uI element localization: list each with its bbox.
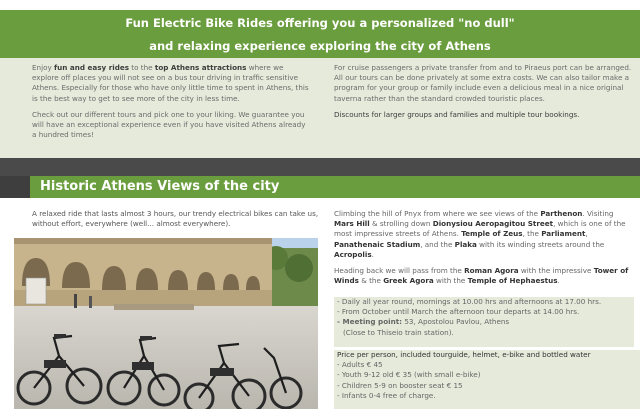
- pricing-header: Price per person, included tourguide, helmet, e-bike and bottled water: [337, 350, 591, 359]
- banner-line-1: Fun Electric Bike Rides offering you a personalized "no dull": [125, 16, 515, 30]
- section-title-bar: [0, 176, 640, 198]
- top-strip: [0, 0, 640, 10]
- intro-right-column: [334, 63, 634, 126]
- tour-description: [334, 209, 634, 292]
- highlight-fun-rides: fun and easy rides: [54, 63, 130, 72]
- price-item: - Children 5-9 on booster seat € 15: [337, 380, 463, 390]
- section-title: Historic Athens Views of the city: [40, 179, 280, 194]
- price-item: - Adults € 45: [337, 360, 383, 370]
- section-title-accent: [0, 176, 30, 198]
- schedule-line-2: - From October until March the afternoon tour departs at 14.00 hrs.: [337, 307, 580, 317]
- banner-line-2: and relaxing experience exploring the city of Athens: [149, 39, 491, 53]
- separator-bar: [0, 158, 640, 176]
- meeting-point: - Meeting point: 53, Apostolou Pavlou, Athens: [337, 317, 510, 327]
- tour-description-paragraph-2: Heading back we will pass from the Roman Agora with the impressive Tower of Winds & the Greek Agora with the Temple of Hephaestus.: [334, 266, 629, 286]
- tour-intro-text: A relaxed ride that lasts almost 3 hours, our trendy electrical bikes can take us, without effort, everywhere (well... almost everywhere).: [32, 209, 319, 228]
- header-banner: [0, 10, 640, 58]
- intro-right-paragraph-1: For cruise passengers a private transfer from and to Piraeus port can be arranged. All our tours can be done privately at some extra costs. We can also tailor make a program for your group or family include even a delicious meal in a nice original taverna rather than the standard crowded touristic places.: [334, 63, 632, 103]
- intro-left-column: [32, 63, 312, 146]
- schedule-line-1: - Daily all year round, mornings at 10.00 hrs and afternoons at 17.00 hrs.: [337, 297, 602, 306]
- pricing-box: [334, 350, 640, 409]
- intro-left-paragraph-1: Enjoy fun and easy rides to the top Athens attractions where we explore off places you will not see on a bus tour driving in traffic sensitive Athens. Especially for those who have only little time to spent in Athens, this is the best way to get to see more of the city in less time.: [32, 63, 309, 103]
- tour-description-paragraph-1: Climbing the hill of Pnyx from where we see views of the Parthenon. Visiting Mars Hill & strolling down Dionysiou Aeropagitou Street, which is one of the most impressive streets of Athens. Temple of Zeus, the Parliament, Panathenaic Stadium, and the Plaka with its winding streets around the Acropolis.: [334, 209, 626, 259]
- bikes-at-odeon-photo: [14, 238, 318, 409]
- intro-left-paragraph-2: Check out our different tours and pick one to your liking. We guarantee you will have an exceptional experience even if you have visited Athens already a hundred times!: [32, 109, 306, 140]
- price-item: - Infants 0-4 free of charge.: [337, 390, 436, 400]
- highlight-top-attractions: top Athens attractions: [154, 63, 247, 72]
- schedule-box: [334, 297, 634, 347]
- discounts-text: Discounts for larger groups and families and multiple tour bookings.: [334, 109, 580, 119]
- schedule-line-4: (Close to Thiseio train station).: [343, 327, 454, 337]
- intro-box: [0, 58, 640, 158]
- price-item: - Youth 9-12 old € 35 (with small e-bike): [337, 370, 481, 380]
